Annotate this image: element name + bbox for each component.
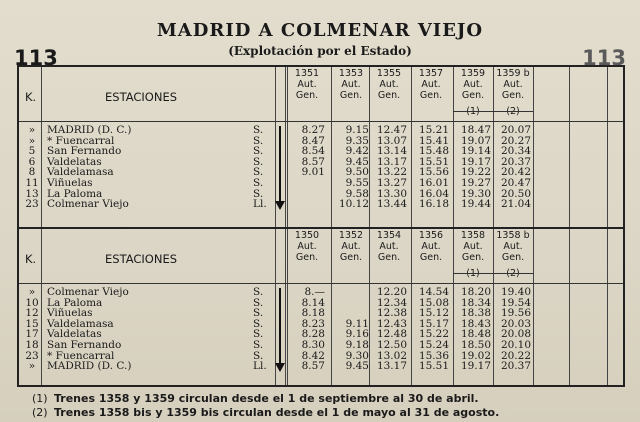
departure-time: 13.02 xyxy=(376,349,407,362)
train-header-note xyxy=(287,107,327,118)
train-header-label: Aut. xyxy=(379,241,399,252)
departure-time: 20.07 xyxy=(500,124,531,136)
train-header-label: Gen. xyxy=(377,90,401,101)
departure-time: 9.18 xyxy=(345,339,369,351)
departure-time: 8.27 xyxy=(301,124,325,136)
stop-type: S. xyxy=(253,286,264,298)
departure-time: 9.35 xyxy=(345,134,369,147)
departure-time: 20.37 xyxy=(500,155,531,168)
departure-time: 13.17 xyxy=(376,360,407,373)
departure-time: 9.58 xyxy=(345,187,369,200)
station-name: Viñuelas xyxy=(47,177,93,189)
departure-time: 13.27 xyxy=(376,177,407,189)
column-rule xyxy=(275,67,276,385)
departure-time: 9.30 xyxy=(345,349,369,362)
k-value: » xyxy=(28,360,36,373)
station-name: MADRID (D. C.) xyxy=(47,124,132,136)
departure-time: 18.50 xyxy=(460,339,491,351)
departure-time: 12.47 xyxy=(376,124,407,136)
departure-time: 15.22 xyxy=(418,328,449,341)
k-value: 17 xyxy=(25,328,39,341)
k-value: 10 xyxy=(25,296,39,309)
train-header-label: Gen. xyxy=(419,252,443,263)
stop-type: S. xyxy=(253,134,264,147)
train-header-label: Gen. xyxy=(295,252,319,263)
departure-time: 12.34 xyxy=(376,296,407,309)
station-name: * Fuencarral xyxy=(47,349,115,362)
train-header xyxy=(287,69,327,118)
departure-time: 12.50 xyxy=(376,339,407,351)
departure-time: 19.17 xyxy=(460,155,491,168)
stop-type: Ll. xyxy=(253,360,267,373)
column-rule xyxy=(607,67,608,385)
departure-time: 8.30 xyxy=(301,339,325,351)
footnote-mark: (2) xyxy=(32,406,48,419)
stations-column-header: ESTACIONES xyxy=(105,252,178,266)
k-value: 8 xyxy=(28,166,36,179)
departure-time: 12.38 xyxy=(376,307,407,320)
departure-time: 20.42 xyxy=(500,166,531,179)
k-value: 23 xyxy=(25,349,39,362)
train-header-number: 1350 xyxy=(294,230,320,241)
departure-time: 9.45 xyxy=(345,360,369,373)
departure-time: 8.42 xyxy=(301,349,325,362)
train-header xyxy=(331,69,371,118)
departure-time: 9.16 xyxy=(345,328,369,341)
departure-time: 20.50 xyxy=(500,187,531,200)
train-header-label: Gen. xyxy=(339,252,363,263)
k-value: 15 xyxy=(25,317,39,330)
k-value: 6 xyxy=(28,155,36,168)
departure-time: 13.14 xyxy=(376,145,407,158)
train-header-number: 1355 xyxy=(376,68,402,79)
train-header-note xyxy=(411,269,451,280)
train-header-label: Aut. xyxy=(421,241,441,252)
train-header-label: Aut. xyxy=(463,241,483,252)
stop-type: S. xyxy=(253,349,264,362)
departure-time: 12.20 xyxy=(376,286,407,298)
departure-time: 19.07 xyxy=(460,134,491,147)
departure-time: 9.55 xyxy=(345,177,369,189)
train-header-number: 1359 b xyxy=(496,68,530,79)
departure-time: 16.04 xyxy=(418,187,449,200)
departure-time: 16.18 xyxy=(418,198,449,211)
departure-time: 15.36 xyxy=(418,349,449,362)
stop-type: S. xyxy=(253,307,264,320)
train-header-label: Aut. xyxy=(297,79,317,90)
train-header-note xyxy=(331,269,371,280)
departure-time: 8.54 xyxy=(301,145,325,158)
station-name: * Fuencarral xyxy=(47,134,115,147)
train-header-number: 1354 xyxy=(376,230,402,241)
station-name: MADRID (D. C.) xyxy=(47,360,132,373)
train-header-number: 1358 b xyxy=(496,230,530,241)
stop-type: S. xyxy=(253,177,264,189)
page-number-right: 113 xyxy=(582,46,626,70)
departure-time: 19.22 xyxy=(460,166,491,179)
header-rule xyxy=(19,283,623,284)
departure-time: 9.45 xyxy=(345,155,369,168)
station-name: La Paloma xyxy=(47,296,103,309)
train-header-label: Gen. xyxy=(461,90,485,101)
k-value: 13 xyxy=(25,187,39,200)
departure-time: 8.28 xyxy=(301,328,325,341)
station-name: San Fernando xyxy=(47,145,122,158)
page-subtitle: (Explotación por el Estado) xyxy=(228,44,412,58)
departure-time: 15.51 xyxy=(418,155,449,168)
departure-time: 13.07 xyxy=(376,134,407,147)
page-title: MADRID A COLMENAR VIEJO xyxy=(156,20,484,41)
footnote-2 xyxy=(32,406,499,419)
train-header-label: Aut. xyxy=(297,241,317,252)
train-header-label: Gen. xyxy=(377,252,401,263)
departure-time: 13.17 xyxy=(376,155,407,168)
departure-time: 19.02 xyxy=(460,349,491,362)
train-header-number: 1356 xyxy=(418,230,444,241)
train-header-label: Gen. xyxy=(339,90,363,101)
footnote-1 xyxy=(32,392,479,405)
stop-type: S. xyxy=(253,155,264,168)
train-header-label: Gen. xyxy=(295,90,319,101)
train-header-label: Aut. xyxy=(341,241,361,252)
train-header xyxy=(369,69,409,118)
stop-type: S. xyxy=(253,339,264,351)
station-name: San Fernando xyxy=(47,339,122,351)
train-header xyxy=(369,231,409,280)
departure-time: 9.11 xyxy=(345,317,369,330)
footnote-text: Trenes 1358 bis y 1359 bis circulan desde el 1 de mayo al 31 de agosto. xyxy=(54,406,500,419)
train-header-note xyxy=(411,107,451,118)
departure-time: 21.04 xyxy=(500,198,531,211)
train-header-number: 1353 xyxy=(338,68,364,79)
train-header-label: Aut. xyxy=(463,79,483,90)
train-header-note xyxy=(287,269,327,280)
page-number-left: 113 xyxy=(14,46,58,70)
header-rule xyxy=(19,121,623,122)
k-value: » xyxy=(28,134,36,147)
train-header-number: 1351 xyxy=(294,68,320,79)
departure-time: 15.51 xyxy=(418,360,449,373)
departure-time: 18.48 xyxy=(460,328,491,341)
column-rule xyxy=(285,67,286,385)
departure-time: 13.22 xyxy=(376,166,407,179)
column-rule xyxy=(41,67,42,385)
train-header-number: 1357 xyxy=(418,68,444,79)
k-value: 11 xyxy=(25,177,39,189)
train-header-label: Gen. xyxy=(501,90,525,101)
train-header-label: Aut. xyxy=(379,79,399,90)
train-header xyxy=(411,69,451,118)
train-header xyxy=(411,231,451,280)
train-header-number: 1359 xyxy=(460,68,486,79)
departure-time: 12.43 xyxy=(376,317,407,330)
k-column-header: K. xyxy=(25,252,37,266)
departure-time: 19.56 xyxy=(500,307,531,320)
departure-time: 19.17 xyxy=(460,360,491,373)
k-column-header: K. xyxy=(25,90,37,104)
departure-time: 8.— xyxy=(304,286,325,298)
train-header-note xyxy=(369,107,409,118)
station-name: Viñuelas xyxy=(47,307,93,320)
train-header xyxy=(287,231,327,280)
train-header-note: (2) xyxy=(506,268,520,279)
train-header-label: Aut. xyxy=(421,79,441,90)
departure-time: 14.54 xyxy=(418,286,449,298)
k-value: » xyxy=(28,286,36,298)
station-name: La Paloma xyxy=(47,187,103,200)
train-header-note xyxy=(331,107,371,118)
departure-time: 20.37 xyxy=(500,360,531,373)
departure-time: 12.48 xyxy=(376,328,407,341)
departure-time: 20.08 xyxy=(500,328,531,341)
departure-time: 9.15 xyxy=(345,124,369,136)
train-header-label: Gen. xyxy=(461,252,485,263)
k-value: » xyxy=(28,124,36,136)
k-value: 5 xyxy=(28,145,36,158)
train-header-note xyxy=(369,269,409,280)
train-header-note: (2) xyxy=(506,106,520,117)
departure-time: 19.14 xyxy=(460,145,491,158)
k-value: 18 xyxy=(25,339,39,351)
column-rule xyxy=(533,67,534,385)
station-name: Colmenar Viejo xyxy=(47,286,129,298)
column-rule xyxy=(569,67,570,385)
stop-type: S. xyxy=(253,166,264,179)
departure-time: 13.30 xyxy=(376,187,407,200)
departure-time: 16.01 xyxy=(418,177,449,189)
stop-type: S. xyxy=(253,187,264,200)
departure-time: 9.42 xyxy=(345,145,369,158)
k-value: 23 xyxy=(25,198,39,211)
station-name: Colmenar Viejo xyxy=(47,198,129,211)
departure-time: 19.30 xyxy=(460,187,491,200)
train-header-label: Aut. xyxy=(341,79,361,90)
departure-time: 8.57 xyxy=(301,360,325,373)
footnote-text: Trenes 1358 y 1359 circulan desde el 1 de septiembre al 30 de abril. xyxy=(54,392,479,405)
stations-column-header: ESTACIONES xyxy=(105,90,178,104)
departure-time: 15.21 xyxy=(418,124,449,136)
note-rule xyxy=(453,111,533,112)
timetable-table xyxy=(17,65,625,387)
departure-time: 20.34 xyxy=(500,145,531,158)
departure-time: 18.38 xyxy=(460,307,491,320)
direction-arrow xyxy=(279,288,281,365)
train-header-label: Gen. xyxy=(501,252,525,263)
departure-time: 19.40 xyxy=(500,286,531,298)
station-name: Valdelamasa xyxy=(47,317,114,330)
departure-time: 15.48 xyxy=(418,145,449,158)
departure-time: 8.14 xyxy=(301,296,325,309)
direction-arrow-head xyxy=(275,363,285,372)
station-name: Valdelamasa xyxy=(47,166,114,179)
direction-arrow-head xyxy=(275,201,285,210)
stop-type: S. xyxy=(253,145,264,158)
footnote-mark: (1) xyxy=(32,392,48,405)
station-name: Valdelatas xyxy=(47,328,102,341)
train-header-label: Aut. xyxy=(503,79,523,90)
train-header-number: 1358 xyxy=(460,230,486,241)
direction-arrow xyxy=(279,126,281,203)
train-header-note: (1) xyxy=(466,268,480,279)
stop-type: Ll. xyxy=(253,198,267,211)
departure-time: 8.18 xyxy=(301,307,325,320)
station-name: Valdelatas xyxy=(47,155,102,168)
stop-type: S. xyxy=(253,328,264,341)
section-divider xyxy=(19,227,623,229)
departure-time: 19.44 xyxy=(460,198,491,211)
departure-time: 9.50 xyxy=(345,166,369,179)
departure-time: 20.22 xyxy=(500,349,531,362)
stop-type: S. xyxy=(253,317,264,330)
departure-time: 18.43 xyxy=(460,317,491,330)
departure-time: 15.12 xyxy=(418,307,449,320)
departure-time: 13.44 xyxy=(376,198,407,211)
train-header-number: 1352 xyxy=(338,230,364,241)
departure-time: 15.56 xyxy=(418,166,449,179)
departure-time: 18.47 xyxy=(460,124,491,136)
departure-time: 8.47 xyxy=(301,134,325,147)
train-header-label: Aut. xyxy=(503,241,523,252)
train-header-note: (1) xyxy=(466,106,480,117)
departure-time: 20.03 xyxy=(500,317,531,330)
departure-time: 20.47 xyxy=(500,177,531,189)
departure-time: 15.41 xyxy=(418,134,449,147)
departure-time: 18.34 xyxy=(460,296,491,309)
stop-type: S. xyxy=(253,296,264,309)
train-header xyxy=(331,231,371,280)
departure-time: 19.27 xyxy=(460,177,491,189)
departure-time: 15.17 xyxy=(418,317,449,330)
departure-time: 8.57 xyxy=(301,155,325,168)
stop-type: S. xyxy=(253,124,264,136)
train-header-label: Gen. xyxy=(419,90,443,101)
departure-time: 20.27 xyxy=(500,134,531,147)
departure-time: 10.12 xyxy=(338,198,369,211)
note-rule xyxy=(453,273,533,274)
departure-time: 20.10 xyxy=(500,339,531,351)
departure-time: 19.54 xyxy=(500,296,531,309)
departure-time: 8.23 xyxy=(301,317,325,330)
departure-time: 15.24 xyxy=(418,339,449,351)
departure-time: 9.01 xyxy=(301,166,325,179)
departure-time: 15.08 xyxy=(418,296,449,309)
k-value: 12 xyxy=(25,307,39,320)
departure-time: 18.20 xyxy=(460,286,491,298)
